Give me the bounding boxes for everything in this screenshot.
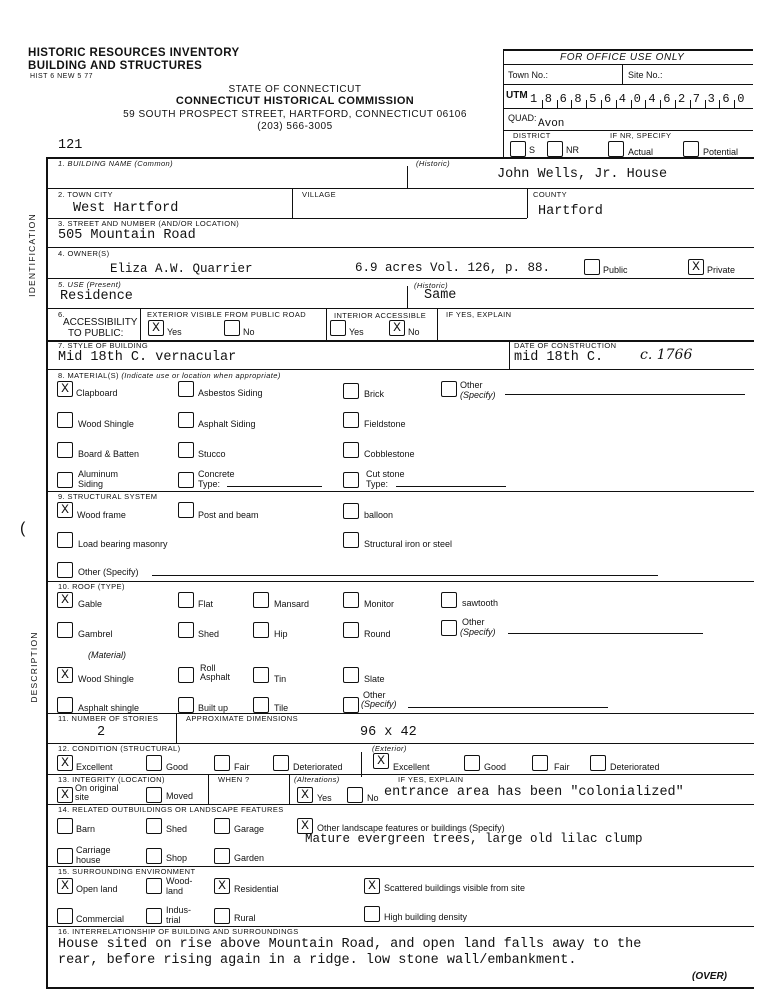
shop-checkbox[interactable]	[146, 848, 162, 864]
nr-specify-label: IF NR, SPECIFY	[610, 131, 672, 140]
sawtooth-label: sawtooth	[462, 598, 499, 608]
structural-iron-checkbox[interactable]	[343, 532, 359, 548]
utm-digit: 0	[633, 92, 641, 106]
date-handwritten-value: c. 1766	[640, 347, 693, 363]
section-rule	[46, 247, 754, 248]
office-rule	[503, 108, 753, 109]
wood-shingle-label: Wood Shingle	[78, 419, 134, 429]
use-present-value: Residence	[60, 289, 133, 304]
district-nr-label: NR	[566, 145, 579, 155]
roof-other-label: Other	[462, 617, 485, 627]
utm-digit: 7	[692, 92, 700, 106]
wood-frame-checkbox[interactable]: X	[57, 502, 73, 518]
fill-line	[152, 575, 658, 576]
struct-deteriorated-label: Deteriorated	[293, 762, 343, 772]
form-title: HISTORIC RESOURCES INVENTORY	[28, 47, 240, 59]
barn-label: Barn	[76, 824, 96, 834]
utm-digit: 4	[648, 92, 656, 106]
stucco-label: Stucco	[198, 449, 226, 459]
if-yes-explain-label: IF YES, EXPLAIN	[446, 310, 512, 319]
utm-divider	[719, 100, 720, 108]
fill-line	[508, 633, 703, 634]
on-original-site-checkbox[interactable]: X	[57, 787, 73, 803]
form-code: HIST 6 NEW 5 77	[30, 73, 94, 80]
ext-good-checkbox[interactable]	[464, 755, 480, 771]
carriage-house-label: house	[76, 855, 101, 865]
office-divider	[622, 64, 623, 84]
exterior-yes-label: Yes	[167, 327, 182, 337]
struct-excellent-checkbox[interactable]: X	[57, 755, 73, 771]
private-checkbox[interactable]: X	[688, 259, 704, 275]
utm-digit: 3	[707, 92, 715, 106]
field-divider	[208, 774, 209, 804]
historic-name-label: (Historic)	[416, 159, 450, 168]
clapboard-checkbox[interactable]: X	[57, 381, 73, 397]
street-label: 3. STREET AND NUMBER (AND/OR LOCATION)	[58, 219, 240, 228]
utm-digit: 0	[737, 92, 745, 106]
outbuilding-shed-checkbox[interactable]	[146, 818, 162, 834]
scattered-label: Scattered buildings visible from site	[384, 883, 526, 893]
utm-divider	[616, 100, 617, 108]
stories-label: 11. NUMBER OF STORIES	[58, 714, 159, 723]
high-density-checkbox[interactable]	[364, 906, 380, 922]
office-rule	[503, 64, 753, 65]
condition-exterior-label: (Exterior)	[372, 744, 407, 753]
open-land-label: Open land	[76, 884, 118, 894]
concrete-type-label: Type:	[198, 479, 221, 489]
garage-label: Garage	[234, 824, 265, 834]
gambrel-label: Gambrel	[78, 629, 113, 639]
asbestos-checkbox[interactable]	[178, 381, 194, 397]
rural-checkbox[interactable]	[214, 908, 230, 924]
roll-asphalt-checkbox[interactable]	[178, 667, 194, 683]
gambrel-checkbox[interactable]	[57, 622, 73, 638]
site-no-label: Site No.:	[628, 70, 663, 80]
structural-label: 9. STRUCTURAL SYSTEM	[58, 492, 158, 501]
hip-checkbox[interactable]	[253, 622, 269, 638]
outbuilding-shed-label: Shed	[166, 824, 188, 834]
sawtooth-checkbox[interactable]	[441, 592, 457, 608]
utm-divider	[557, 100, 558, 108]
cobblestone-checkbox[interactable]	[343, 442, 359, 458]
tin-checkbox[interactable]	[253, 667, 269, 683]
wood-frame-label: Wood frame	[77, 510, 126, 520]
aluminum-checkbox[interactable]	[57, 472, 73, 488]
interior-yes-label: Yes	[349, 327, 364, 337]
roof-label: 10. ROOF (TYPE)	[58, 582, 125, 591]
fieldstone-checkbox[interactable]	[343, 412, 359, 428]
section-6-number: 6.	[58, 310, 66, 319]
utm-divider	[675, 100, 676, 108]
field-divider	[407, 286, 408, 308]
utm-digit: 6	[604, 92, 612, 106]
round-checkbox[interactable]	[343, 622, 359, 638]
utm-digit: 8	[544, 92, 552, 106]
board-batten-checkbox[interactable]	[57, 442, 73, 458]
interior-accessible-label: INTERIOR ACCESSIBLE	[334, 311, 427, 320]
ext-fair-checkbox[interactable]	[532, 755, 548, 771]
shop-label: Shop	[166, 853, 188, 863]
asphalt-shingle-label: Asphalt shingle	[78, 703, 140, 713]
roof-specify-label: (Specify)	[460, 627, 496, 637]
roof-material-other-checkbox[interactable]	[343, 697, 359, 713]
cut-stone-label: Cut stone	[366, 469, 405, 479]
shed-roof-checkbox[interactable]	[178, 622, 194, 638]
inventory-number: 121	[58, 138, 83, 153]
garden-label: Garden	[234, 853, 265, 863]
brick-checkbox[interactable]	[343, 383, 359, 399]
interrelationship-line-1: House sited on rise above Mountain Road, and open land falls away to the	[58, 937, 642, 952]
tin-label: Tin	[274, 674, 287, 684]
office-box-top	[503, 49, 753, 51]
interior-yes-checkbox[interactable]	[330, 320, 346, 336]
utm-divider	[571, 100, 572, 108]
commercial-label: Commercial	[76, 914, 125, 924]
structural-iron-label: Structural iron or steel	[364, 539, 453, 549]
alterations-yes-label: Yes	[317, 793, 332, 803]
field-divider	[527, 188, 528, 218]
slate-checkbox[interactable]	[343, 667, 359, 683]
roof-wood-shingle-label: Wood Shingle	[78, 674, 134, 684]
interior-no-checkbox[interactable]: X	[389, 320, 405, 336]
asbestos-label: Asbestos Siding	[198, 388, 263, 398]
round-label: Round	[364, 629, 391, 639]
carriage-house-checkbox[interactable]	[57, 848, 73, 864]
public-label: Public	[603, 265, 628, 275]
district-label: DISTRICT	[513, 131, 551, 140]
clapboard-label: Clapboard	[76, 388, 118, 398]
cut-stone-checkbox[interactable]	[343, 472, 359, 488]
fill-line	[396, 486, 506, 487]
village-label: VILLAGE	[302, 190, 337, 199]
woodland-label-2: land	[166, 886, 184, 896]
owner-value: Eliza A.W. Quarrier	[110, 262, 253, 276]
built-up-label: Built up	[198, 703, 229, 713]
utm-divider	[645, 100, 646, 108]
asphalt-shingle-checkbox[interactable]	[57, 697, 73, 713]
gable-label: Gable	[78, 599, 103, 609]
field-divider	[176, 713, 177, 743]
section-rule	[46, 278, 754, 279]
utm-digit: 2	[678, 92, 686, 106]
roof-material-other-label: Other	[363, 690, 386, 700]
ext-good-label: Good	[484, 762, 507, 772]
high-density-label: High building density	[384, 912, 468, 922]
building-name-historic: John Wells, Jr. House	[497, 167, 668, 182]
ext-excellent-label: Excellent	[393, 762, 430, 772]
description-side-label: DESCRIPTION	[29, 631, 39, 703]
garden-checkbox[interactable]	[214, 848, 230, 864]
post-beam-checkbox[interactable]	[178, 502, 194, 518]
office-use-title: FOR OFFICE USE ONLY	[560, 52, 685, 63]
town-label: 2. TOWN CITY	[58, 190, 113, 199]
use-historic-label: (Historic)	[414, 281, 448, 290]
ext-fair-label: Fair	[554, 762, 570, 772]
concrete-label: Concrete	[198, 469, 235, 479]
residential-label: Residential	[234, 884, 279, 894]
barn-checkbox[interactable]	[57, 818, 73, 834]
utm-divider	[660, 100, 661, 108]
date-typed-value: mid 18th C.	[514, 350, 604, 365]
struct-excellent-label: Excellent	[76, 762, 113, 772]
alterations-explain-value: entrance area has been "colonialized"	[384, 785, 684, 800]
board-batten-label: Board & Batten	[78, 449, 140, 459]
utm-digit: 5	[589, 92, 597, 106]
street-value: 505 Mountain Road	[58, 228, 196, 243]
section-rule	[46, 340, 754, 342]
material-other-label: Other	[460, 380, 483, 390]
mansard-label: Mansard	[274, 599, 310, 609]
commission-name: CONNECTICUT HISTORICAL COMMISSION	[175, 95, 415, 107]
dimensions-label: APPROXIMATE DIMENSIONS	[186, 714, 299, 723]
alterations-no-label: No	[367, 793, 379, 803]
building-name-label: 1. BUILDING NAME (Common)	[58, 159, 174, 168]
alterations-label: (Alterations)	[294, 775, 340, 784]
brick-label: Brick	[364, 389, 384, 399]
on-original-site-label: site	[75, 792, 90, 802]
asphalt-siding-checkbox[interactable]	[178, 412, 194, 428]
field-divider	[509, 340, 510, 369]
accessibility-label-2: TO PUBLIC:	[68, 328, 124, 339]
margin-mark: (	[20, 520, 26, 537]
tile-label: Tile	[274, 703, 289, 713]
accessibility-label: ACCESSIBILITY	[63, 317, 138, 328]
moved-label: Moved	[166, 791, 194, 801]
built-up-checkbox[interactable]	[178, 697, 194, 713]
utm-digit: 6	[559, 92, 567, 106]
cut-stone-type-label: Type:	[366, 479, 389, 489]
material-specify-label: (Specify)	[460, 390, 496, 400]
field-divider	[326, 308, 327, 340]
aluminum-label: Aluminum	[78, 469, 119, 479]
struct-fair-label: Fair	[234, 762, 250, 772]
district-s-label: S	[529, 145, 536, 155]
interrelationship-line-2: rear, before rising again in a ridge. low stone wall/embankment.	[58, 953, 577, 968]
moved-checkbox[interactable]	[146, 787, 162, 803]
fieldstone-label: Fieldstone	[364, 419, 406, 429]
utm-digit: 1	[530, 92, 538, 106]
date-construction-label: DATE OF CONSTRUCTION	[514, 341, 617, 350]
monitor-checkbox[interactable]	[343, 592, 359, 608]
roof-wood-shingle-checkbox[interactable]: X	[57, 667, 73, 683]
utm-digit: 4	[618, 92, 626, 106]
outbuildings-value: Mature evergreen trees, large old lilac clump	[305, 832, 643, 846]
struct-good-label: Good	[166, 762, 189, 772]
landscape-other-label: Other landscape features or buildings (Specify)	[317, 823, 505, 833]
stucco-checkbox[interactable]	[178, 442, 194, 458]
public-checkbox[interactable]	[584, 259, 600, 275]
gable-checkbox[interactable]: X	[57, 592, 73, 608]
field-divider	[292, 188, 293, 218]
materials-label: 8. MATERIAL(S) (Indicate use or location when appropriate)	[58, 371, 281, 380]
fill-line	[505, 394, 745, 395]
roof-other-checkbox[interactable]	[441, 620, 457, 636]
roof-material-specify-label: (Specify)	[361, 699, 397, 709]
cobblestone-label: Cobblestone	[364, 449, 415, 459]
utm-divider	[705, 100, 706, 108]
ext-excellent-checkbox[interactable]: X	[373, 753, 389, 769]
ext-deteriorated-checkbox[interactable]	[590, 755, 606, 771]
commission-address: 59 SOUTH PROSPECT STREET, HARTFORD, CONNECTICUT 06106	[123, 109, 467, 120]
utm-digit: 8	[574, 92, 582, 106]
owner-note: 6.9 acres Vol. 126, p. 88.	[355, 261, 551, 275]
field-divider	[140, 308, 141, 340]
industrial-label-2: trial	[166, 915, 181, 925]
section-rule	[46, 188, 754, 189]
utm-divider	[631, 100, 632, 108]
slate-label: Slate	[364, 674, 385, 684]
interior-no-label: No	[408, 327, 420, 337]
aluminum-siding-label: Siding	[78, 479, 104, 489]
section-rule	[46, 369, 754, 370]
use-label: 5. USE (Present)	[58, 280, 122, 289]
nr-potential-label: Potential	[703, 147, 739, 157]
alterations-yes-checkbox[interactable]: X	[297, 787, 313, 803]
woodland-label: Wood-	[166, 876, 193, 886]
concrete-checkbox[interactable]	[178, 472, 194, 488]
style-value: Mid 18th C. vernacular	[58, 350, 237, 365]
asphalt-siding-label: Asphalt Siding	[198, 419, 256, 429]
nr-actual-checkbox[interactable]	[608, 141, 624, 157]
scattered-checkbox[interactable]: X	[364, 878, 380, 894]
open-land-checkbox[interactable]: X	[57, 878, 73, 894]
field-divider	[407, 166, 408, 188]
alterations-no-checkbox[interactable]	[347, 787, 363, 803]
fill-line	[408, 707, 608, 708]
form-subtitle: BUILDING AND STRUCTURES	[28, 60, 203, 72]
post-beam-label: Post and beam	[198, 510, 259, 520]
wood-shingle-checkbox[interactable]	[57, 412, 73, 428]
flat-checkbox[interactable]	[178, 592, 194, 608]
balloon-label: balloon	[364, 510, 394, 520]
style-label: 7. STYLE OF BUILDING	[58, 341, 149, 350]
over-label: (OVER)	[692, 971, 727, 982]
exterior-yes-checkbox[interactable]: X	[148, 320, 164, 336]
ext-deteriorated-label: Deteriorated	[610, 762, 660, 772]
identification-side-label: IDENTIFICATION	[27, 213, 37, 297]
industrial-label: Indus-	[166, 905, 192, 915]
structural-other-label: Other (Specify)	[78, 567, 139, 577]
load-bearing-label: Load bearing masonry	[78, 539, 168, 549]
condition-label: 12. CONDITION (STRUCTURAL)	[58, 744, 181, 753]
quad-value: Avon	[538, 118, 565, 130]
structural-other-checkbox[interactable]	[57, 562, 73, 578]
utm-label: UTM	[506, 90, 528, 101]
utm-divider	[690, 100, 691, 108]
struct-fair-checkbox[interactable]	[214, 755, 230, 771]
mansard-checkbox[interactable]	[253, 592, 269, 608]
bottom-rule	[46, 987, 754, 989]
flat-label: Flat	[198, 599, 214, 609]
roll-label: Roll	[200, 663, 216, 673]
shed-roof-label: Shed	[198, 629, 220, 639]
fill-line	[227, 486, 322, 487]
residential-checkbox[interactable]: X	[214, 878, 230, 894]
office-rule	[503, 84, 753, 85]
quad-label: QUAD:	[508, 113, 537, 123]
commercial-checkbox[interactable]	[57, 908, 73, 924]
roll-asphalt-label: Asphalt	[200, 672, 231, 682]
section-rule	[46, 581, 754, 582]
county-value: Hartford	[538, 204, 603, 219]
state-label: STATE OF CONNECTICUT	[228, 84, 362, 95]
utm-digit: 6	[663, 92, 671, 106]
landscape-other-checkbox[interactable]: X	[297, 818, 313, 834]
utm-divider	[601, 100, 602, 108]
tile-checkbox[interactable]	[253, 697, 269, 713]
roof-material-label: (Material)	[88, 650, 127, 660]
exterior-visible-label: EXTERIOR VISIBLE FROM PUBLIC ROAD	[147, 310, 307, 319]
field-divider	[437, 308, 438, 340]
commission-phone: (203) 566-3005	[257, 121, 333, 132]
monitor-label: Monitor	[364, 599, 395, 609]
exterior-no-checkbox[interactable]	[224, 320, 240, 336]
interrelationship-label: 16. INTERRELATIONSHIP OF BUILDING AND SURROUNDINGS	[58, 927, 299, 936]
exterior-no-label: No	[243, 327, 255, 337]
utm-divider	[586, 100, 587, 108]
on-original-label: On original	[75, 783, 119, 793]
struct-deteriorated-checkbox[interactable]	[273, 755, 289, 771]
rural-label: Rural	[234, 913, 256, 923]
when-label: WHEN ?	[218, 775, 250, 784]
left-border	[46, 158, 48, 988]
private-label: Private	[707, 265, 736, 275]
integrity-label: 13. INTEGRITY (LOCATION)	[58, 775, 165, 784]
nr-actual-label: Actual	[628, 147, 654, 157]
dimensions-value: 96 x 42	[360, 725, 417, 740]
field-divider	[289, 774, 290, 804]
carriage-label: Carriage	[76, 845, 111, 855]
stories-value: 2	[97, 725, 106, 740]
utm-divider	[542, 100, 543, 108]
utm-digit: 6	[722, 92, 730, 106]
industrial-checkbox[interactable]	[146, 908, 162, 924]
woodland-checkbox[interactable]	[146, 878, 162, 894]
hip-label: Hip	[274, 629, 288, 639]
load-bearing-checkbox[interactable]	[57, 532, 73, 548]
struct-good-checkbox[interactable]	[146, 755, 162, 771]
use-historic-value: Same	[424, 288, 457, 303]
town-no-label: Town No.:	[508, 70, 549, 80]
district-s-checkbox[interactable]	[510, 141, 526, 157]
outbuildings-label: 14. RELATED OUTBUILDINGS OR LANDSCAPE FEATURES	[58, 805, 284, 814]
environment-label: 15. SURROUNDING ENVIRONMENT	[58, 867, 196, 876]
town-value: West Hartford	[73, 201, 179, 216]
utm-divider	[734, 100, 735, 108]
county-label: COUNTY	[533, 190, 568, 199]
nr-potential-checkbox[interactable]	[683, 141, 699, 157]
garage-checkbox[interactable]	[214, 818, 230, 834]
section-rule	[46, 308, 754, 309]
office-box-left	[503, 49, 504, 157]
material-other-checkbox[interactable]	[441, 381, 457, 397]
owners-label: 4. OWNER(S)	[58, 249, 110, 258]
balloon-checkbox[interactable]	[343, 503, 359, 519]
integrity-explain-label: IF YES, EXPLAIN	[398, 775, 464, 784]
district-nr-checkbox[interactable]	[547, 141, 563, 157]
